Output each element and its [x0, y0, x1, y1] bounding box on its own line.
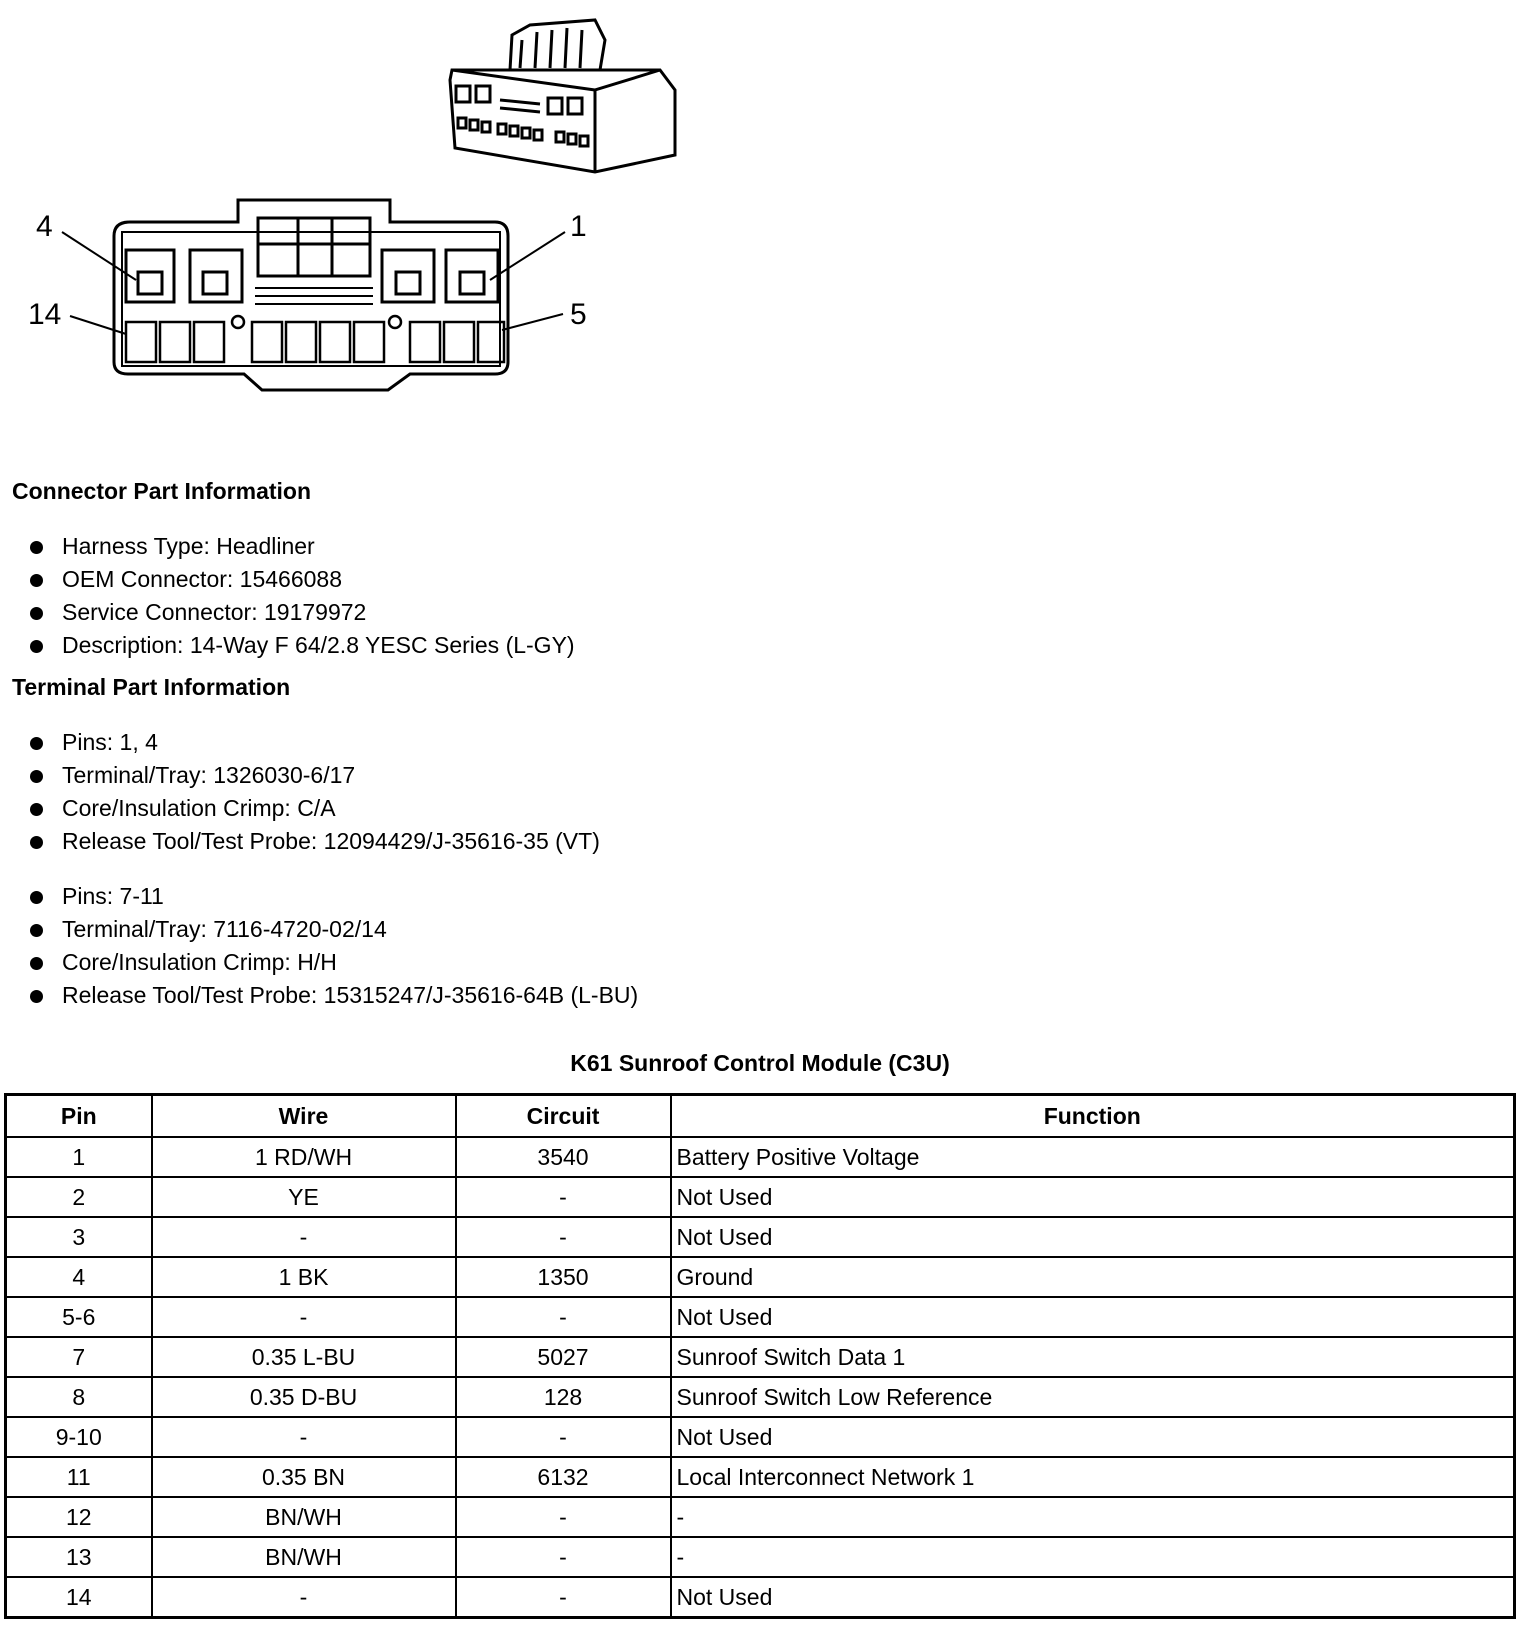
cell-pin: 14 [6, 1577, 152, 1618]
cell-function: Not Used [671, 1217, 1515, 1257]
header-function: Function [671, 1095, 1515, 1138]
cell-pin: 1 [6, 1137, 152, 1177]
cell-pin: 7 [6, 1337, 152, 1377]
cell-circuit: - [456, 1497, 671, 1537]
cell-pin: 11 [6, 1457, 152, 1497]
cell-pin: 3 [6, 1217, 152, 1257]
table-row [6, 1297, 1515, 1337]
pin-label-14: 14 [28, 298, 62, 331]
list-item: Core/Insulation Crimp: H/H [28, 946, 638, 979]
cell-function: Local Interconnect Network 1 [671, 1457, 1515, 1497]
cell-wire: YE [152, 1177, 456, 1217]
header-circuit: Circuit [456, 1095, 671, 1138]
table-body [6, 1137, 1515, 1618]
cell-wire: 1 RD/WH [152, 1137, 456, 1177]
cell-function: Not Used [671, 1297, 1515, 1337]
cell-wire: - [152, 1217, 456, 1257]
terminal-part-list-2 [28, 880, 638, 1012]
cell-function: Sunroof Switch Low Reference [671, 1377, 1515, 1417]
cell-wire: BN/WH [152, 1497, 456, 1537]
table-row [6, 1577, 1515, 1618]
list-item: Description: 14-Way F 64/2.8 YESC Series (L-GY) [28, 629, 575, 662]
pin-label-5: 5 [570, 298, 587, 331]
table-row [6, 1177, 1515, 1217]
cell-circuit: - [456, 1417, 671, 1457]
cell-function: Not Used [671, 1577, 1515, 1618]
cell-pin: 12 [6, 1497, 152, 1537]
table-header-row [6, 1095, 1515, 1138]
cell-function: Sunroof Switch Data 1 [671, 1337, 1515, 1377]
list-item: Terminal/Tray: 1326030-6/17 [28, 759, 600, 792]
pin-label-1: 1 [570, 210, 587, 243]
cell-wire: BN/WH [152, 1537, 456, 1577]
terminal-part-title: Terminal Part Information [12, 674, 291, 700]
cell-function: Battery Positive Voltage [671, 1137, 1515, 1177]
cell-wire: - [152, 1417, 456, 1457]
cell-circuit: - [456, 1537, 671, 1577]
cell-wire: 0.35 BN [152, 1457, 456, 1497]
cell-pin: 8 [6, 1377, 152, 1417]
connector-part-list [28, 530, 575, 662]
cell-circuit: 5027 [456, 1337, 671, 1377]
header-wire: Wire [152, 1095, 456, 1138]
cell-wire: - [152, 1297, 456, 1337]
cell-wire: 1 BK [152, 1257, 456, 1297]
cell-circuit: - [456, 1217, 671, 1257]
cell-circuit: 6132 [456, 1457, 671, 1497]
list-item: Release Tool/Test Probe: 15315247/J-35616-64B (L-BU) [28, 979, 638, 1012]
table-row [6, 1417, 1515, 1457]
cell-function: Not Used [671, 1177, 1515, 1217]
connector-drawing [0, 0, 1520, 440]
table-row [6, 1497, 1515, 1537]
list-item: Pins: 1, 4 [28, 726, 600, 759]
connector-3d-view [450, 20, 675, 172]
cell-pin: 9-10 [6, 1417, 152, 1457]
list-item: Harness Type: Headliner [28, 530, 575, 563]
list-item: Core/Insulation Crimp: C/A [28, 792, 600, 825]
cell-circuit: - [456, 1577, 671, 1618]
cell-pin: 13 [6, 1537, 152, 1577]
list-item: Service Connector: 19179972 [28, 596, 575, 629]
table-caption: K61 Sunroof Control Module (C3U) [570, 1050, 950, 1076]
cell-circuit: 1350 [456, 1257, 671, 1297]
table-row [6, 1257, 1515, 1297]
list-item: Terminal/Tray: 7116-4720-02/14 [28, 913, 638, 946]
table-row [6, 1537, 1515, 1577]
table-row [6, 1137, 1515, 1177]
cell-pin: 2 [6, 1177, 152, 1217]
cell-function: - [671, 1537, 1515, 1577]
list-item: Pins: 7-11 [28, 880, 638, 913]
cell-function: Ground [671, 1257, 1515, 1297]
table-row [6, 1377, 1515, 1417]
cell-circuit: - [456, 1297, 671, 1337]
connector-face-view [62, 200, 565, 390]
cell-pin: 5-6 [6, 1297, 152, 1337]
table-row [6, 1217, 1515, 1257]
pinout-table [4, 1093, 1516, 1619]
terminal-part-list-1 [28, 726, 600, 858]
pin-label-4: 4 [36, 210, 53, 243]
list-item: OEM Connector: 15466088 [28, 563, 575, 596]
list-item: Release Tool/Test Probe: 12094429/J-35616-35 (VT) [28, 825, 600, 858]
table-row [6, 1337, 1515, 1377]
header-pin: Pin [6, 1095, 152, 1138]
cell-pin: 4 [6, 1257, 152, 1297]
cell-circuit: - [456, 1177, 671, 1217]
table-row [6, 1457, 1515, 1497]
cell-function: Not Used [671, 1417, 1515, 1457]
cell-function: - [671, 1497, 1515, 1537]
cell-wire: 0.35 L-BU [152, 1337, 456, 1377]
cell-wire: 0.35 D-BU [152, 1377, 456, 1417]
cell-circuit: 128 [456, 1377, 671, 1417]
cell-wire: - [152, 1577, 456, 1618]
cell-circuit: 3540 [456, 1137, 671, 1177]
connector-part-title: Connector Part Information [12, 478, 312, 504]
